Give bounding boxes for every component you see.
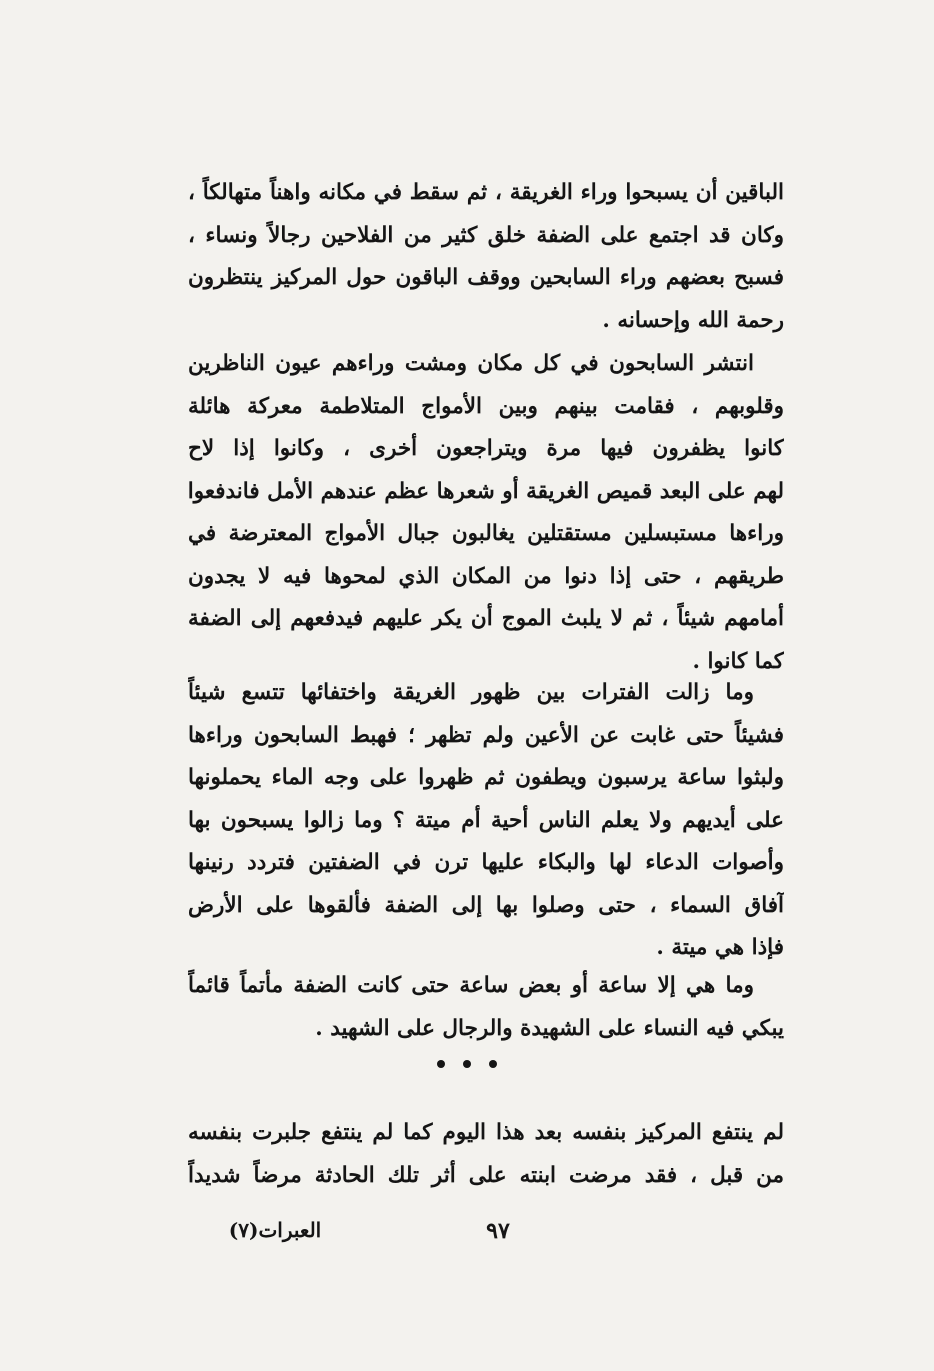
paragraph-2 bbox=[188, 343, 784, 683]
section-separator bbox=[0, 1060, 934, 1068]
text-line: ولبثوا ساعة يرسبون ويطفون ثم ظهروا على وجه الماء يحملونها bbox=[188, 765, 784, 790]
text-line: الباقين أن يسبحوا وراء الغريقة ، ثم سقط في مكانه واهناً متهالكاً ، bbox=[188, 180, 784, 205]
text-line: وراءها مستبسلين مستقتلين يغالبون جبال الأمواج المعترضة في bbox=[188, 521, 784, 546]
text-line: وقلوبهم ، فقامت بينهم وبين الأمواج المتلاطمة معركة هائلة bbox=[188, 393, 784, 419]
text-line: آفاق السماء ، حتى وصلوا بها إلى الضفة فألقوها على الأرض bbox=[188, 892, 784, 918]
text-line: وما هي إلا ساعة أو بعض ساعة حتى كانت الضفة مأتماً قائماً bbox=[188, 973, 754, 998]
paragraph-4 bbox=[188, 965, 784, 1050]
text-line: انتشر السابحون في كل مكان ومشت وراءهم عيون الناظرين bbox=[188, 351, 754, 376]
separator-dot bbox=[463, 1060, 471, 1068]
text-line: يبكي فيه النساء على الشهيدة والرجال على الشهيد . bbox=[315, 1015, 784, 1041]
text-line: فشيئاً حتى غابت عن الأعين ولم تظهر ؛ فهبط السابحون وراءها bbox=[188, 722, 784, 748]
text-line: وأصوات الدعاء لها والبكاء عليها ترن في الضفتين فتردد رنينها bbox=[188, 850, 784, 875]
text-line: فإذا هي ميتة . bbox=[656, 935, 784, 960]
text-line: وكان قد اجتمع على الضفة خلق كثير من الفلاحين رجالاً ونساء ، bbox=[188, 222, 784, 248]
page-number: ٩٧ bbox=[486, 1218, 510, 1244]
paragraph-1 bbox=[188, 172, 784, 342]
separator-dot bbox=[437, 1060, 445, 1068]
text-line: كما كانوا . bbox=[692, 648, 784, 674]
text-line: فسبح بعضهم وراء السابحين ووقف الباقون حول المركيز ينتظرون bbox=[188, 265, 784, 290]
text-line: لم ينتفع المركيز بنفسه بعد هذا اليوم كما لم ينتفع جلبرت بنفسه bbox=[188, 1120, 784, 1145]
separator-dot bbox=[489, 1060, 497, 1068]
text-line: لهم على البعد قميص الغريقة أو شعرها عظم عندهم الأمل فاندفعوا bbox=[188, 478, 784, 504]
running-head: العبرات(٧) bbox=[228, 1218, 322, 1242]
text-line: على أيديهم ولا يعلم الناس أحية أم ميتة ؟ وما زالوا يسبحون بها bbox=[188, 807, 784, 833]
paragraph-5 bbox=[188, 1112, 784, 1197]
text-line: كانوا يظفرون فيها مرة ويتراجعون أخرى ، وكانوا إذا لاح bbox=[188, 436, 784, 461]
text-line: أمامهم شيئاً ، ثم لا يلبث الموج أن يكر عليهم فيدفعهم إلى الضفة bbox=[188, 606, 784, 631]
paragraph-3 bbox=[188, 672, 784, 970]
text-line: طريقهم ، حتى إذا دنوا من المكان الذي لمحوها فيه لا يجدون bbox=[188, 563, 784, 589]
text-line: وما زالت الفترات بين ظهور الغريقة واختفائها تتسع شيئاً bbox=[188, 680, 754, 705]
text-line: رحمة الله وإحسانه . bbox=[602, 307, 784, 333]
text-line: من قبل ، فقد مرضت ابنته على أثر تلك الحادثة مرضاً شديداً bbox=[188, 1162, 784, 1188]
